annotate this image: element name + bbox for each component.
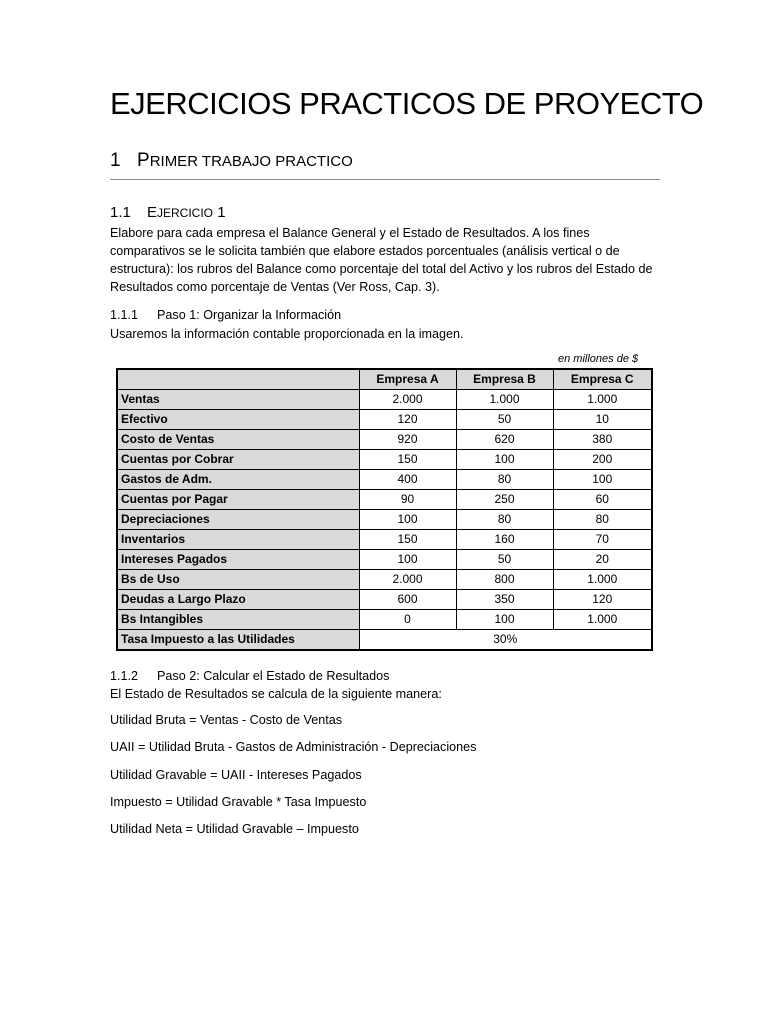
step2-paragraph: El Estado de Resultados se calcula de la siguiente manera: <box>110 687 442 701</box>
cell-value: 620 <box>456 430 553 450</box>
table-row <box>117 550 652 570</box>
table-row <box>117 530 652 550</box>
cell-value: 0 <box>359 610 456 630</box>
row-label: Tasa Impuesto a las Utilidades <box>117 630 359 651</box>
table-row <box>117 610 652 630</box>
unit-note: en millones de $ <box>558 353 639 365</box>
step2-title: Paso 2: Calcular el Estado de Resultados <box>157 669 390 683</box>
cell-value: 60 <box>553 490 652 510</box>
row-label: Bs Intangibles <box>117 610 359 630</box>
table-row <box>117 470 652 490</box>
section-title-initial: P <box>137 150 150 171</box>
cell-value: 80 <box>456 510 553 530</box>
table-row <box>117 450 652 470</box>
row-label: Efectivo <box>117 410 359 430</box>
cell-value: 100 <box>359 510 456 530</box>
cell-value: 250 <box>456 490 553 510</box>
row-label: Gastos de Adm. <box>117 470 359 490</box>
row-label: Inventarios <box>117 530 359 550</box>
subsection-number: 1.1 <box>110 204 131 221</box>
subsection-heading-1-1 <box>110 204 226 221</box>
tax-rate-value: 30% <box>359 630 652 651</box>
formula-line: UAII = Utilidad Bruta - Gastos de Administración - Depreciaciones <box>110 740 477 754</box>
step1-heading <box>110 308 341 322</box>
row-label: Deudas a Largo Plazo <box>117 590 359 610</box>
cell-value: 80 <box>456 470 553 490</box>
cell-value: 10 <box>553 410 652 430</box>
cell-value: 50 <box>456 410 553 430</box>
row-label: Cuentas por Cobrar <box>117 450 359 470</box>
subsection-title-rest: JERCICIO <box>157 206 214 220</box>
cell-value: 1.000 <box>553 610 652 630</box>
table-row <box>117 390 652 410</box>
table-header-row <box>117 369 652 390</box>
cell-value: 150 <box>359 450 456 470</box>
formula-line: Impuesto = Utilidad Gravable * Tasa Impuesto <box>110 795 367 809</box>
cell-value: 2.000 <box>359 570 456 590</box>
cell-value: 600 <box>359 590 456 610</box>
cell-value: 120 <box>553 590 652 610</box>
table-row <box>117 590 652 610</box>
cell-value: 100 <box>456 450 553 470</box>
formula-line: Utilidad Bruta = Ventas - Costo de Ventas <box>110 713 343 727</box>
step1-paragraph: Usaremos la información contable proporcionada en la imagen. <box>110 327 464 341</box>
cell-value: 100 <box>456 610 553 630</box>
cell-value: 100 <box>553 470 652 490</box>
cell-value: 380 <box>553 430 652 450</box>
row-label: Depreciaciones <box>117 510 359 530</box>
step1-title: Paso 1: Organizar la Información <box>157 308 342 322</box>
table-header-cell <box>117 369 359 390</box>
table-row <box>117 490 652 510</box>
section-number: 1 <box>110 150 121 171</box>
cell-value: 120 <box>359 410 456 430</box>
cell-value: 70 <box>553 530 652 550</box>
cell-value: 350 <box>456 590 553 610</box>
cell-value: 1.000 <box>553 390 652 410</box>
subsection-title-suffix: 1 <box>217 204 226 221</box>
accounting-data-table <box>116 368 653 651</box>
table-row <box>117 430 652 450</box>
formula-line: Utilidad Gravable = UAII - Intereses Pagados <box>110 768 362 782</box>
cell-value: 100 <box>359 550 456 570</box>
tax-rate-row <box>117 630 652 651</box>
table-header-cell: Empresa C <box>553 369 652 390</box>
cell-value: 400 <box>359 470 456 490</box>
cell-value: 80 <box>553 510 652 530</box>
section-title-rest: RIMER TRABAJO PRACTICO <box>149 153 353 170</box>
table-row <box>117 510 652 530</box>
cell-value: 50 <box>456 550 553 570</box>
cell-value: 200 <box>553 450 652 470</box>
row-label: Bs de Uso <box>117 570 359 590</box>
subsection-title-initial: E <box>147 204 158 221</box>
table-row <box>117 410 652 430</box>
table-header-cell: Empresa A <box>359 369 456 390</box>
document-title: EJERCICIOS PRACTICOS DE PROYECTO <box>110 86 704 121</box>
cell-value: 150 <box>359 530 456 550</box>
row-label: Intereses Pagados <box>117 550 359 570</box>
cell-value: 1.000 <box>553 570 652 590</box>
table-row <box>117 570 652 590</box>
cell-value: 2.000 <box>359 390 456 410</box>
cell-value: 1.000 <box>456 390 553 410</box>
row-label: Costo de Ventas <box>117 430 359 450</box>
step2-heading <box>110 669 389 683</box>
formula-line: Utilidad Neta = Utilidad Gravable – Impuesto <box>110 822 359 836</box>
cell-value: 800 <box>456 570 553 590</box>
exercise-paragraph: Elabore para cada empresa el Balance General y el Estado de Resultados. A los fines comparativos se le solicita también que elabore estados porcentuales (análisis vertical o de estructura): los rubros del Balance como porcentaje del total del Activo y los rubros del Estado de Resultados como porcentaje de Ventas (Ver Ross, Cap. 3). <box>110 226 653 294</box>
table-header-cell: Empresa B <box>456 369 553 390</box>
row-label: Ventas <box>117 390 359 410</box>
section-heading-1 <box>110 150 660 180</box>
cell-value: 90 <box>359 490 456 510</box>
cell-value: 160 <box>456 530 553 550</box>
step1-number: 1.1.1 <box>110 308 139 322</box>
cell-value: 20 <box>553 550 652 570</box>
step2-number: 1.1.2 <box>110 669 139 683</box>
row-label: Cuentas por Pagar <box>117 490 359 510</box>
cell-value: 920 <box>359 430 456 450</box>
